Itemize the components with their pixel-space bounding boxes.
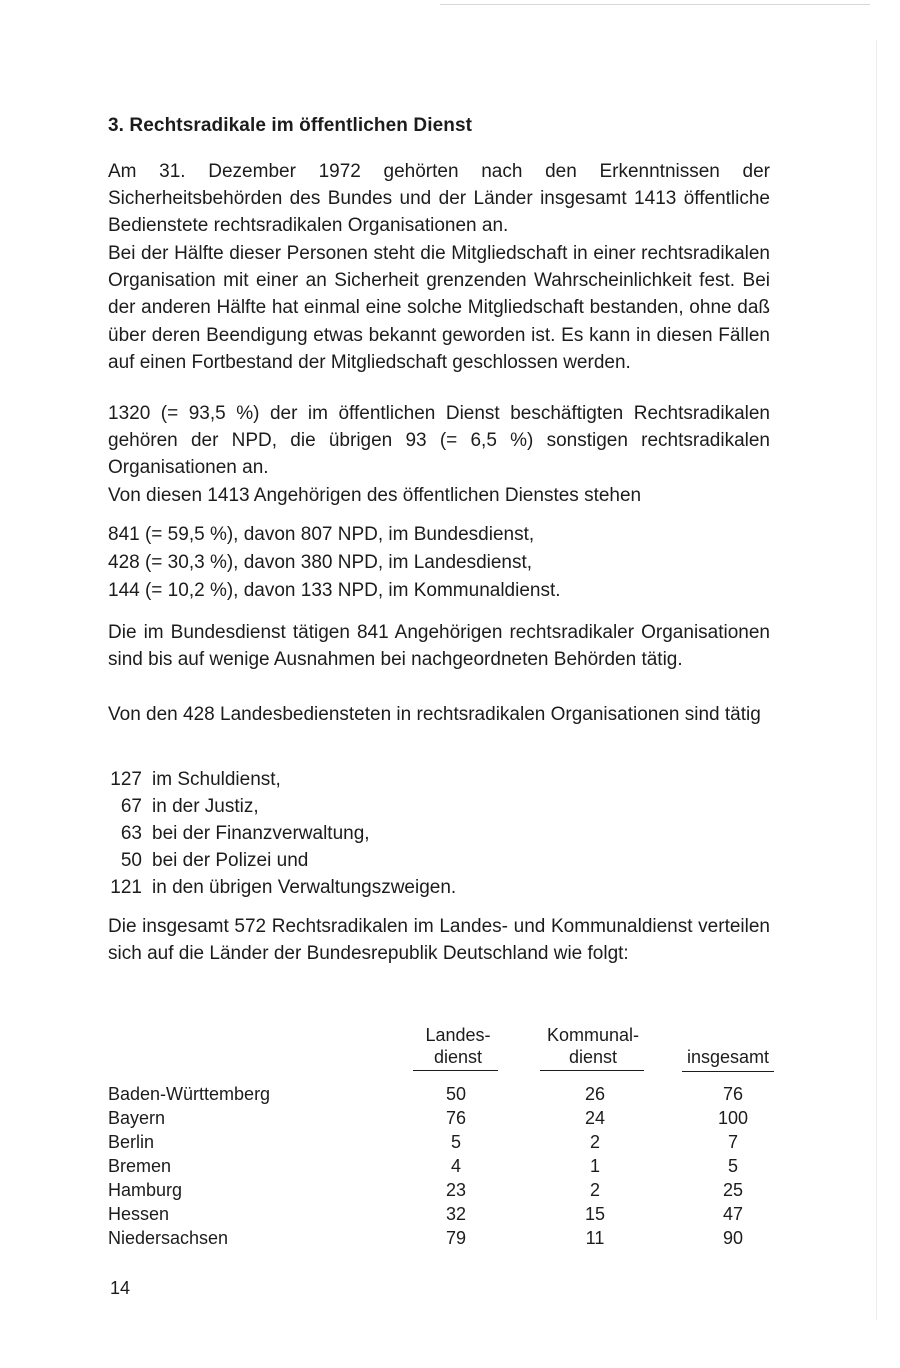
insgesamt-value: 90 [722, 1228, 744, 1248]
dienst-line: 428 (= 30,3 %), davon 380 NPD, im Landesdienst, [108, 552, 533, 573]
dienst-line: 841 (= 59,5 %), davon 807 NPD, im Bundesdienst, [108, 524, 535, 545]
table-row [108, 1154, 778, 1178]
header-text: Kommunal- [546, 1025, 640, 1045]
list-item-number: 121 [110, 877, 142, 898]
list-item-text: im Schuldienst, [152, 769, 281, 790]
land-name: Niedersachsen [108, 1228, 229, 1248]
landesdienst-value: 76 [445, 1108, 467, 1128]
landesdienst-value: 5 [450, 1132, 461, 1152]
scan-edge-line [440, 4, 870, 5]
insgesamt-value: 100 [717, 1108, 749, 1128]
kommunaldienst-value: 2 [589, 1180, 600, 1200]
landesdienst-value: 32 [445, 1204, 467, 1224]
list-item [108, 820, 370, 847]
land-name: Hamburg [108, 1180, 183, 1200]
table-row [108, 1226, 778, 1250]
scan-edge-line-right [876, 40, 877, 1320]
section-heading: 3. Rechtsradikale im öffentlichen Dienst [108, 115, 473, 136]
column-header-kommunaldienst [533, 1024, 653, 1068]
insgesamt-value: 5 [727, 1156, 738, 1176]
table-row [108, 1178, 778, 1202]
list-item-number: 127 [110, 769, 142, 790]
list-item [108, 847, 308, 874]
list-item-number: 67 [120, 796, 142, 817]
landesdienst-value: 79 [445, 1228, 467, 1248]
landesdienst-value: 4 [450, 1156, 461, 1176]
insgesamt-value: 47 [722, 1204, 744, 1224]
land-name: Berlin [108, 1132, 155, 1152]
list-item-text: in den übrigen Verwaltungszweigen. [152, 877, 457, 898]
paragraph-4: Von diesen 1413 Angehörigen des öffentlichen Dienstes stehen [108, 485, 642, 506]
landesdienst-value: 50 [445, 1084, 467, 1104]
kommunaldienst-value: 2 [589, 1132, 600, 1152]
land-name: Baden-Württemberg [108, 1084, 271, 1104]
list-item-text: bei der Polizei und [152, 850, 309, 871]
landesdienst-value: 23 [445, 1180, 467, 1200]
header-underline [413, 1070, 498, 1071]
page-number: 14 [110, 1278, 131, 1298]
header-text: dienst [433, 1047, 483, 1067]
column-header-landesdienst [403, 1024, 513, 1068]
list-item-text: bei der Finanzverwaltung, [152, 823, 370, 844]
column-header-insgesamt: insgesamt [686, 1047, 770, 1067]
insgesamt-value: 25 [722, 1180, 744, 1200]
list-item [108, 793, 259, 820]
table-row [108, 1130, 778, 1154]
table-row [108, 1082, 778, 1106]
paragraph-2: Bei der Hälfte dieser Personen steht die Mitgliedschaft in einer rechtsradikalen Organisation mit einer an Sicherheit grenzenden Wahrscheinlichkeit fest. Bei der anderen Hälfte hat einmal eine solche Mitgliedschaft bestanden, ohne daß über deren Beendigung etwas bekannt geworden ist. Es kann in diesen Fällen auf einen Fortbestand der Mitgliedschaft geschlossen werden. [108, 243, 770, 373]
land-name: Hessen [108, 1204, 170, 1224]
kommunaldienst-value: 11 [585, 1228, 605, 1248]
paragraph-3: 1320 (= 93,5 %) der im öffentlichen Dienst beschäftigten Rechtsradikalen gehören der NPD, die übrigen 93 (= 6,5 %) sonstigen rechtsradikalen Organisationen an. [108, 403, 770, 479]
table-row [108, 1202, 778, 1226]
list-item-number: 63 [120, 823, 142, 844]
kommunaldienst-value: 1 [589, 1156, 600, 1176]
list-item-number: 50 [120, 850, 142, 871]
land-name: Bayern [108, 1108, 166, 1128]
list-item [108, 766, 281, 793]
kommunaldienst-value: 24 [584, 1108, 606, 1128]
table-row [108, 1106, 778, 1130]
paragraph-5: Die im Bundesdienst tätigen 841 Angehörigen rechtsradikaler Organisationen sind bis auf wenige Ausnahmen bei nachgeordneten Behörden tätig. [108, 622, 770, 671]
header-underline [682, 1071, 774, 1072]
header-text: Landes- [425, 1025, 491, 1045]
dienst-line: 144 (= 10,2 %), davon 133 NPD, im Kommunaldienst. [108, 580, 561, 601]
paragraph-7: Die insgesamt 572 Rechtsradikalen im Landes- und Kommunaldienst verteilen sich auf die Länder der Bundesrepublik Deutschland wie folgt: [108, 916, 770, 965]
insgesamt-value: 76 [722, 1084, 744, 1104]
paragraph-1: Am 31. Dezember 1972 gehörten nach den Erkenntnissen der Sicherheitsbehörden des Bundes und der Länder insgesamt 1413 öffentliche Bedienstete rechtsradikalen Organisationen an. [108, 161, 770, 237]
list-item [108, 874, 456, 901]
header-underline [540, 1070, 644, 1071]
insgesamt-value: 7 [727, 1132, 738, 1152]
land-name: Bremen [108, 1156, 172, 1176]
kommunaldienst-value: 26 [584, 1084, 606, 1104]
header-text: dienst [568, 1047, 618, 1067]
paragraph-6: Von den 428 Landesbediensteten in rechtsradikalen Organisationen sind tätig [108, 704, 761, 725]
list-item-text: in der Justiz, [152, 796, 259, 817]
kommunaldienst-value: 15 [584, 1204, 606, 1224]
